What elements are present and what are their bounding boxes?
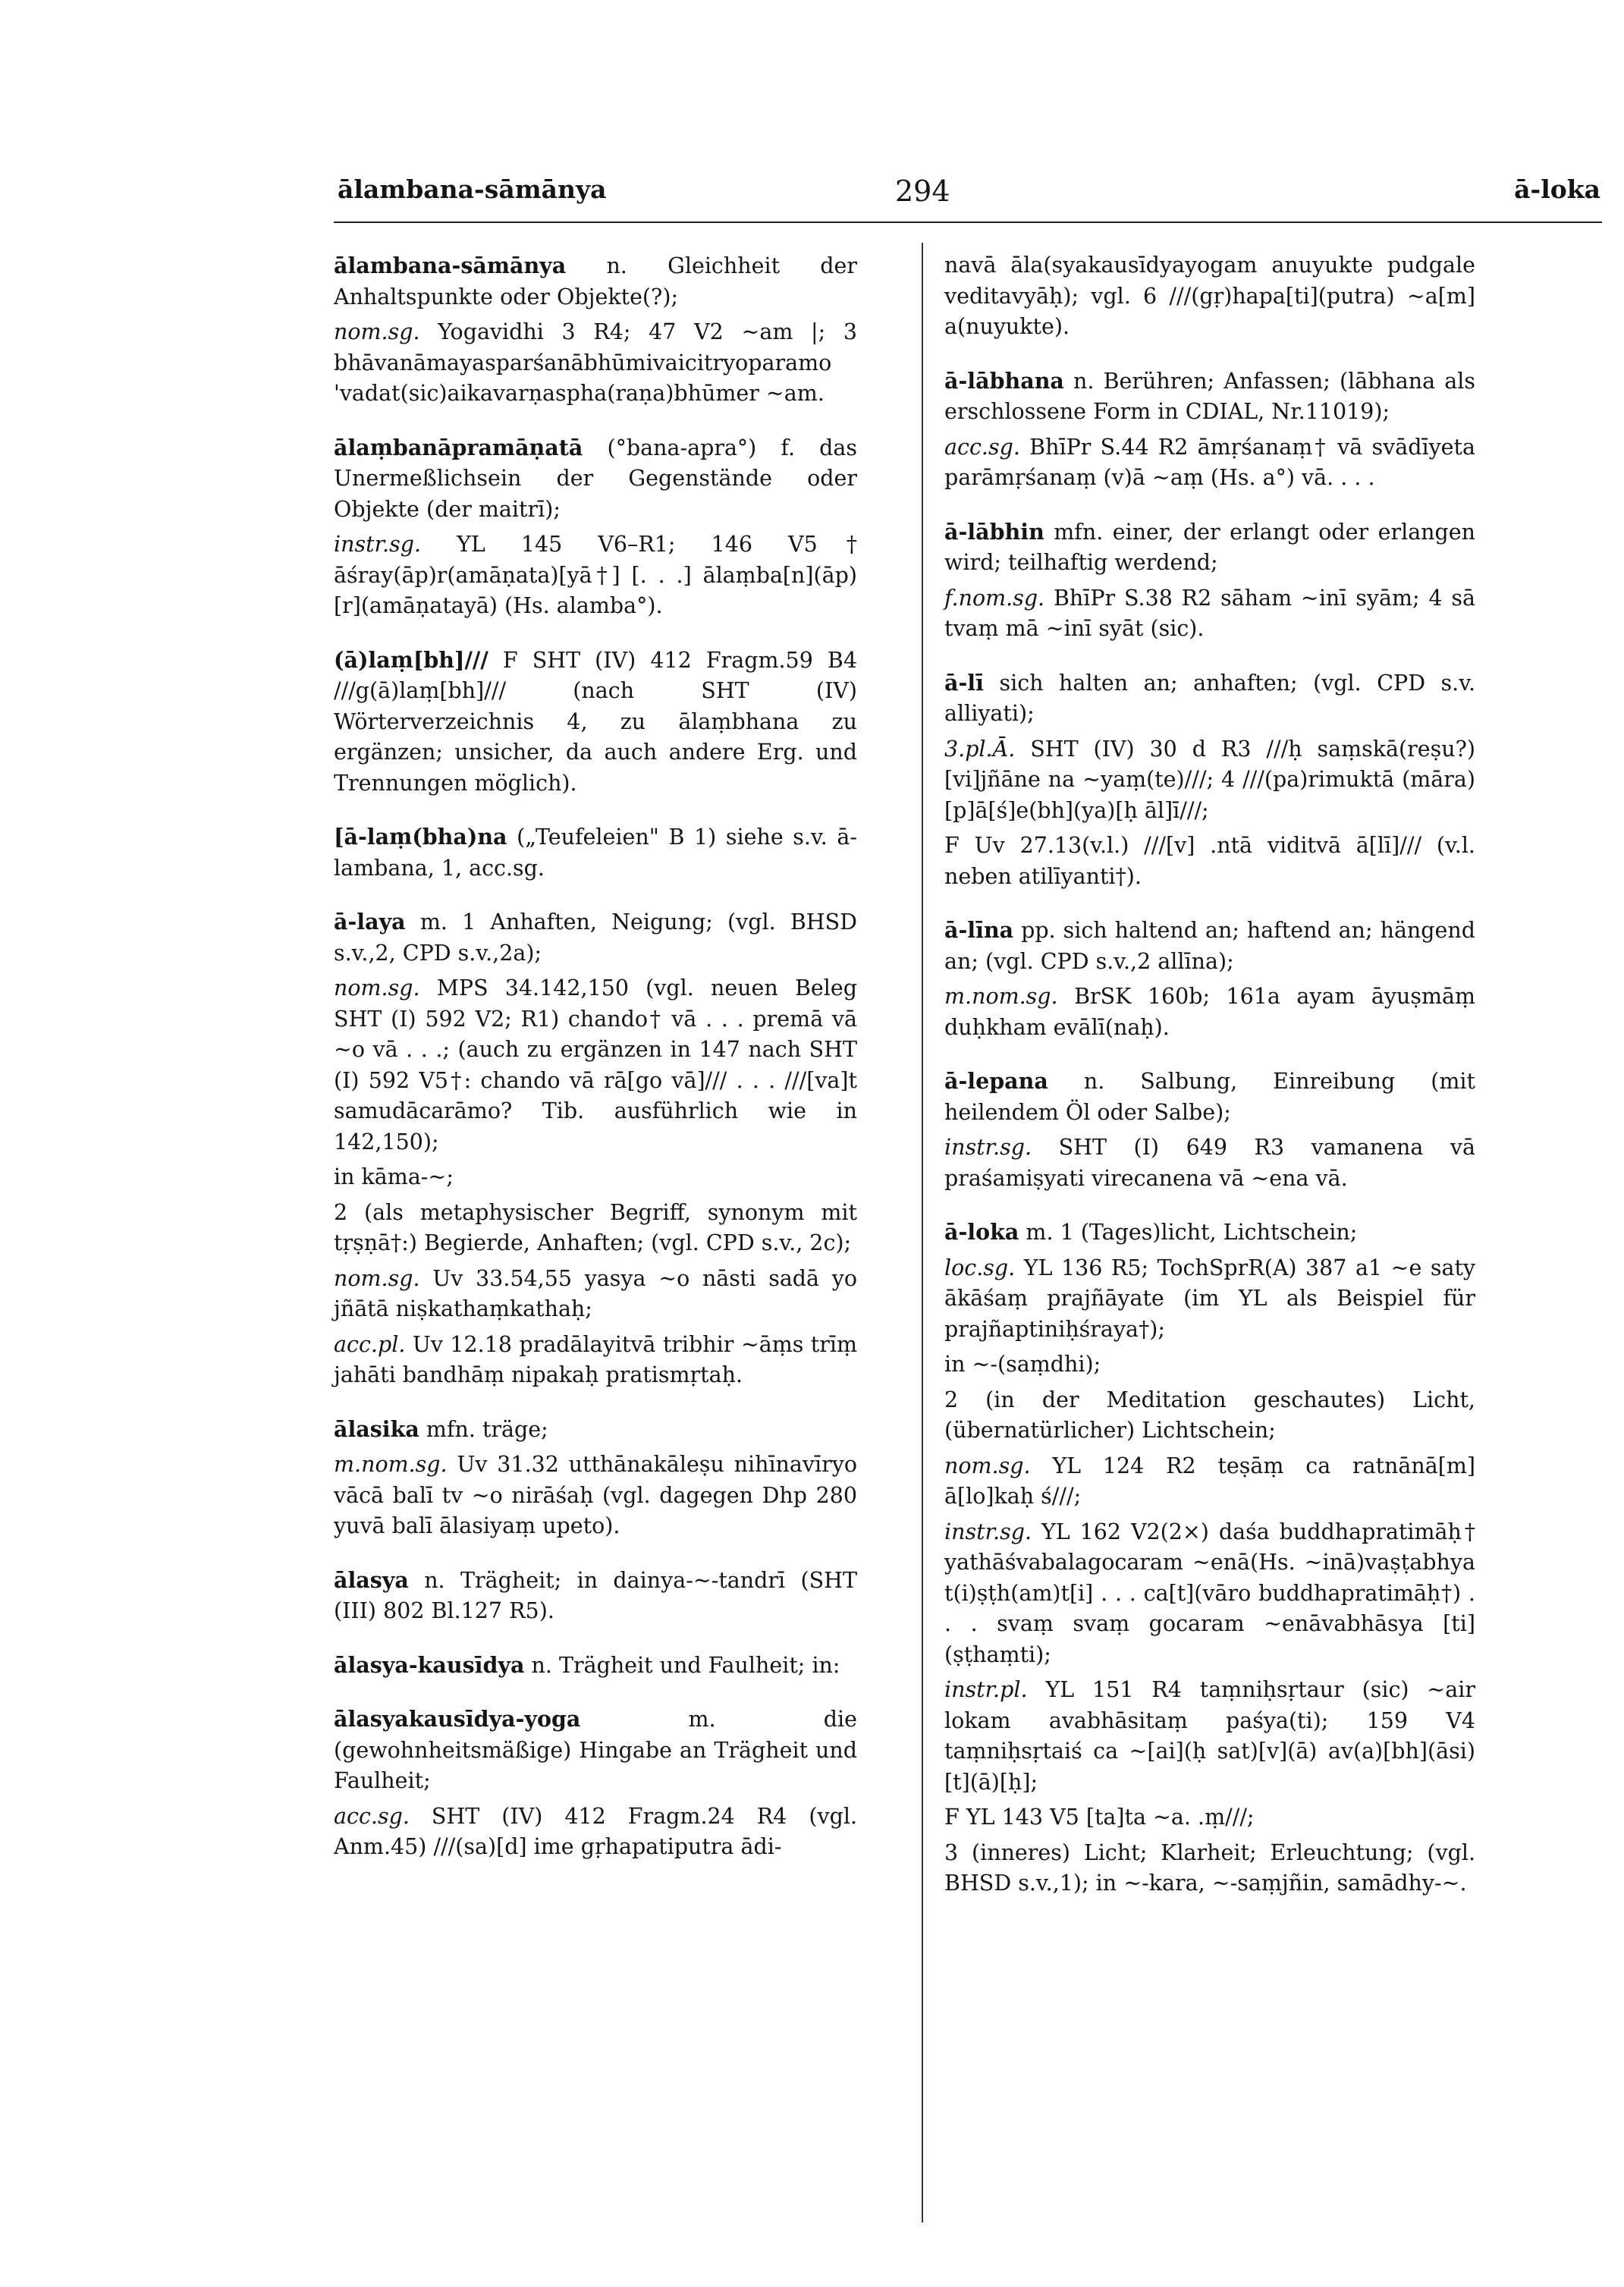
headword: ālasya xyxy=(334,1566,409,1593)
dictionary-entry xyxy=(944,1066,1475,1194)
entry-line xyxy=(944,1385,1475,1447)
entry-text: in ~-(saṃdhi); xyxy=(944,1352,1101,1377)
dictionary-entry xyxy=(334,1414,857,1542)
entry-text: F Uv 27.13(v.l.) ///[v] .ntā viditvā ā[lī]/// (v.l. neben atilīyanti†). xyxy=(944,833,1475,889)
entry-text: n. Gleichheit der Anhaltspunkte oder Objekte(?); xyxy=(334,253,857,309)
right-column xyxy=(944,250,1475,1922)
grammar-label: acc.sg. xyxy=(944,434,1020,460)
headword: ā-loka xyxy=(944,1219,1019,1245)
grammar-label: m.nom.sg. xyxy=(334,1452,448,1477)
entry-text: SHT (IV) 30 d R3 ///ḥ saṃskā(reṣu?) [vi]jñāne na ~yaṃ(te)///; 4 ///(pa)rimuktā (māra)[p]ā[ś]e(bh](ya)[ḥ āl]ī///; xyxy=(944,736,1475,823)
entry-text: in kāma-~; xyxy=(334,1164,454,1189)
grammar-label: f.nom.sg. xyxy=(944,585,1045,611)
dictionary-entry xyxy=(944,915,1475,1043)
entry-text: m. die (gewohnheitsmäßige) Hingabe an Trägheit und Faulheit; xyxy=(334,1707,858,1793)
entry-line xyxy=(334,973,857,1158)
grammar-label: nom.sg. xyxy=(334,1265,420,1291)
header-right-guide-word: ā-loka xyxy=(1514,174,1600,204)
entry-line xyxy=(334,317,857,410)
headword: ā-laya xyxy=(334,909,406,935)
entry-line xyxy=(944,668,1475,730)
entry-text: Uv 12.18 pradālayitvā tribhir ~āṃs trīṃ jahāti bandhāṃ nipakaḥ pratismṛtaḥ. xyxy=(334,1331,857,1387)
dictionary-entry xyxy=(944,366,1475,494)
entry-line xyxy=(944,1451,1475,1513)
grammar-label: acc.pl. xyxy=(334,1331,406,1357)
entry-text: SHT (IV) 412 Fragm.24 R4 (vgl. Anm.45) ///(sa)[d] ime gṛhapatiputra ādi- xyxy=(334,1803,858,1859)
entry-text: n. Trägheit und Faulheit; in: xyxy=(531,1652,840,1678)
entry-text: 2 (als metaphysischer Begriff, synonym mit tṛṣṇā†:) Begierde, Anhaften; (vgl. CPD s.v., 2c); xyxy=(334,1199,857,1255)
entry-text: F SHT (IV) 412 Fragm.59 B4 ///g(ā)laṃ[bh]/// (nach SHT (IV) Wörterverzeichnis 4, zu ālaṃbhana zu ergänzen; unsicher, da auch andere Erg. und Trennungen möglich). xyxy=(334,647,857,796)
grammar-label: instr.sg. xyxy=(944,1135,1032,1160)
dictionary-entry xyxy=(334,1565,857,1627)
entry-text: Uv 31.32 utthānakāleṣu nihīnavīryo vācā balī tv ~o nirāśaḥ (vgl. dagegen Dhp 280 yuvā balī ālasiyaṃ upeto). xyxy=(334,1452,858,1538)
headword: ā-lepana xyxy=(944,1068,1048,1094)
dictionary-entry xyxy=(944,250,1475,343)
entry-line xyxy=(334,1264,857,1325)
entry-text: sich halten an; anhaften; (vgl. CPD s.v. alliyati); xyxy=(944,670,1476,726)
entry-line xyxy=(334,1162,857,1193)
grammar-label: 3.pl.Ā. xyxy=(944,736,1016,762)
entry-line xyxy=(944,432,1475,494)
entry-line xyxy=(944,250,1475,343)
entry-line xyxy=(944,583,1475,645)
grammar-label: acc.sg. xyxy=(334,1803,410,1829)
dictionary-entry xyxy=(334,1704,857,1863)
entry-text: mfn. träge; xyxy=(426,1416,548,1442)
entry-text: (°bana-apra°) f. das Unermeßlichsein der Gegenstände oder Objekte (der maitrī); xyxy=(334,435,858,522)
entry-line xyxy=(944,1675,1475,1798)
entry-line xyxy=(944,517,1475,579)
entry-line xyxy=(944,1133,1475,1194)
headword: ālasya-kausīdya xyxy=(334,1651,525,1678)
headword: [ā-laṃ(bha)na xyxy=(334,824,507,850)
entry-text: Uv 33.54,55 yasya ~o nāsti sadā yo jñātā niṣkathaṃkathaḥ; xyxy=(334,1265,858,1321)
entry-text: YL 136 R5; TochSprR(A) 387 a1 ~e saty ākāśaṃ prajñāyate (im YL als Beispiel für prajñaptiniḥśraya†); xyxy=(944,1255,1475,1342)
page-number: 294 xyxy=(895,174,950,208)
headword: ālasika xyxy=(334,1415,419,1442)
entry-line xyxy=(944,1066,1475,1128)
grammar-label: loc.sg. xyxy=(944,1255,1016,1280)
entry-text: F YL 143 V5 [ta]ta ~a. .ṃ///; xyxy=(944,1805,1255,1830)
entry-line xyxy=(944,915,1475,977)
entry-line xyxy=(944,734,1475,827)
entry-line xyxy=(334,1330,857,1391)
entry-line xyxy=(334,1802,857,1863)
entry-text: MPS 34.142,150 (vgl. neuen Beleg SHT (I) 592 V2; R1) chando† vā . . . premā vā ~o vā . . .; (auch zu ergänzen in 147 nach SHT (I) 592 V5†: chando vā rā[go vā]/// . . . ///[va]t samudācarāmo? Tib. ausführlich wie in 142,150); xyxy=(334,975,857,1154)
entry-line xyxy=(334,250,857,313)
dictionary-entry xyxy=(334,821,857,884)
entry-line xyxy=(944,1838,1475,1899)
entry-text: YL 145 V6–R1; 146 V5† āśray(āp)r(amāṇata)[yā†] [. . .] ālaṃba[n](āp)[r](amāṇatayā) (Hs. alamba°). xyxy=(334,532,857,618)
entry-text: pp. sich haltend an; haftend an; hängend an; (vgl. CPD s.v.,2 allīna); xyxy=(944,918,1475,974)
entry-text: 2 (in der Meditation geschautes) Licht, (übernatürlicher) Lichtschein; xyxy=(944,1387,1475,1443)
left-column xyxy=(334,250,857,1886)
entry-line xyxy=(944,366,1475,428)
entry-text: n. Trägheit; in dainya-~-tandrī (SHT (III) 802 Bl.127 R5). xyxy=(334,1567,857,1623)
entry-text: m. 1 Anhaften, Neigung; (vgl. BHSD s.v.,2, CPD s.v.,2a); xyxy=(334,909,858,966)
headword: ālasyakausīdya-yoga xyxy=(334,1706,581,1732)
entry-text: mfn. einer, der erlangt oder erlangen wird; teilhaftig werdend; xyxy=(944,519,1476,575)
grammar-label: nom.sg. xyxy=(944,1453,1031,1478)
entry-text: n. Berühren; Anfassen; (lābhana als erschlossene Form in CDIAL, Nr.11019); xyxy=(944,368,1475,424)
grammar-label: instr.sg. xyxy=(944,1519,1032,1544)
entry-line xyxy=(334,432,857,526)
entry-line xyxy=(944,1349,1475,1381)
grammar-label: nom.sg. xyxy=(334,975,420,1001)
entry-line xyxy=(334,1198,857,1259)
dictionary-entry xyxy=(944,1217,1475,1899)
headword: (ā)laṃ[bh]/// xyxy=(334,646,488,673)
running-header xyxy=(338,174,1600,220)
entry-text: 3 (inneres) Licht; Klarheit; Erleuchtung; (vgl. BHSD s.v.,1); in ~-kara, ~-saṃjñin, samādhy-~. xyxy=(944,1839,1475,1896)
dictionary-entry xyxy=(334,432,857,622)
header-left-guide-word: ālambana-sāmānya xyxy=(338,174,607,204)
entry-line xyxy=(334,529,857,622)
entry-line xyxy=(334,906,857,969)
headword: ā-līna xyxy=(944,917,1014,943)
header-rule xyxy=(334,221,1602,223)
dictionary-entry xyxy=(334,645,857,800)
grammar-label: instr.pl. xyxy=(944,1677,1028,1702)
grammar-label: m.nom.sg. xyxy=(944,984,1058,1009)
entry-line xyxy=(944,982,1475,1043)
entry-text: YL 124 R2 teṣāṃ ca ratnānā[m] ā[lo]kaḥ ś///; xyxy=(944,1453,1476,1509)
entry-line xyxy=(334,1565,857,1627)
entry-line xyxy=(334,821,857,884)
dictionary-entry xyxy=(944,517,1475,645)
entry-text: SHT (I) 649 R3 vamanena vā praśamiṣyati virecanena vā ~ena vā. xyxy=(944,1135,1475,1191)
grammar-label: instr.sg. xyxy=(334,532,422,557)
entry-text: n. Salbung, Einreibung (mit heilendem Öl oder Salbe); xyxy=(944,1069,1475,1125)
dictionary-entry xyxy=(334,906,857,1391)
grammar-label: nom.sg. xyxy=(334,319,420,344)
entry-text: Yogavidhi 3 R4; 47 V2 ~am |; 3 bhāvanāmayasparśanābhūmivaicitryoparamo 'vadat(sic)aikavarṇaspha(raṇa)bhūmer ~am. xyxy=(334,319,858,406)
column-divider xyxy=(922,243,923,2223)
entry-text: m. 1 (Tages)licht, Lichtschein; xyxy=(1026,1220,1358,1245)
entry-line xyxy=(944,1802,1475,1833)
entry-line xyxy=(944,1253,1475,1346)
entry-line xyxy=(944,831,1475,892)
dictionary-entry xyxy=(334,250,857,410)
entry-line xyxy=(334,645,857,800)
entry-line xyxy=(334,1650,857,1682)
entry-text: („Teufeleien" B 1) siehe s.v. ā-lambana, 1, acc.sg. xyxy=(334,825,857,881)
entry-text: YL 162 V2(2×) daśa buddhapratimāḥ† yathāśvabalagocaram ~enā(Hs. ~inā)vaṣṭabhya t(i)ṣṭh(am)t[i] . . . ca[t](vāro buddhapratimāḥ†) . . . svaṃ svaṃ gocaram ~enāvabhāsya [ti](ṣṭhaṃti); xyxy=(944,1519,1475,1667)
headword: ālaṃbanāpramāṇatā xyxy=(334,434,583,460)
headword: ālambana-sāmānya xyxy=(334,253,567,278)
entry-text: YL 151 R4 taṃniḥsṛtaur (sic) ~air lokam avabhāsitaṃ paśya(ti); 159 V4 taṃniḥsṛtaiś ca ~[ai](ḥ sat)[v](ā) av(a)[bh](āsi)[t](ā)[ḥ]; xyxy=(944,1677,1475,1795)
entry-text: BhīPr S.38 R2 sāham ~inī syām; 4 sā tvaṃ mā ~inī syāt (sic). xyxy=(944,585,1475,641)
entry-line xyxy=(334,1704,857,1797)
headword: ā-lābhana xyxy=(944,367,1064,394)
entry-line xyxy=(944,1217,1475,1249)
headword: ā-lābhin xyxy=(944,518,1044,545)
entry-line xyxy=(334,1414,857,1446)
entry-text: BhīPr S.44 R2 āmṛśanaṃ† vā svādīyeta parāmṛśanaṃ (v)ā ~aṃ (Hs. a°) vā. . . . xyxy=(944,434,1475,490)
entry-text: BrSK 160b; 161a ayam āyuṣmāṃ duḥkham evālī(naḥ). xyxy=(944,984,1476,1040)
entry-line xyxy=(334,1450,857,1542)
entry-text: navā āla(syakausīdyayogam anuyukte pudgale veditavyāḥ); vgl. 6 ///(gṛ)hapa[ti](putra) ~a[m] a(nuyukte). xyxy=(944,253,1475,339)
entry-line xyxy=(944,1517,1475,1671)
dictionary-entry xyxy=(334,1650,857,1682)
headword: ā-lī xyxy=(944,669,984,696)
dictionary-entry xyxy=(944,668,1475,893)
